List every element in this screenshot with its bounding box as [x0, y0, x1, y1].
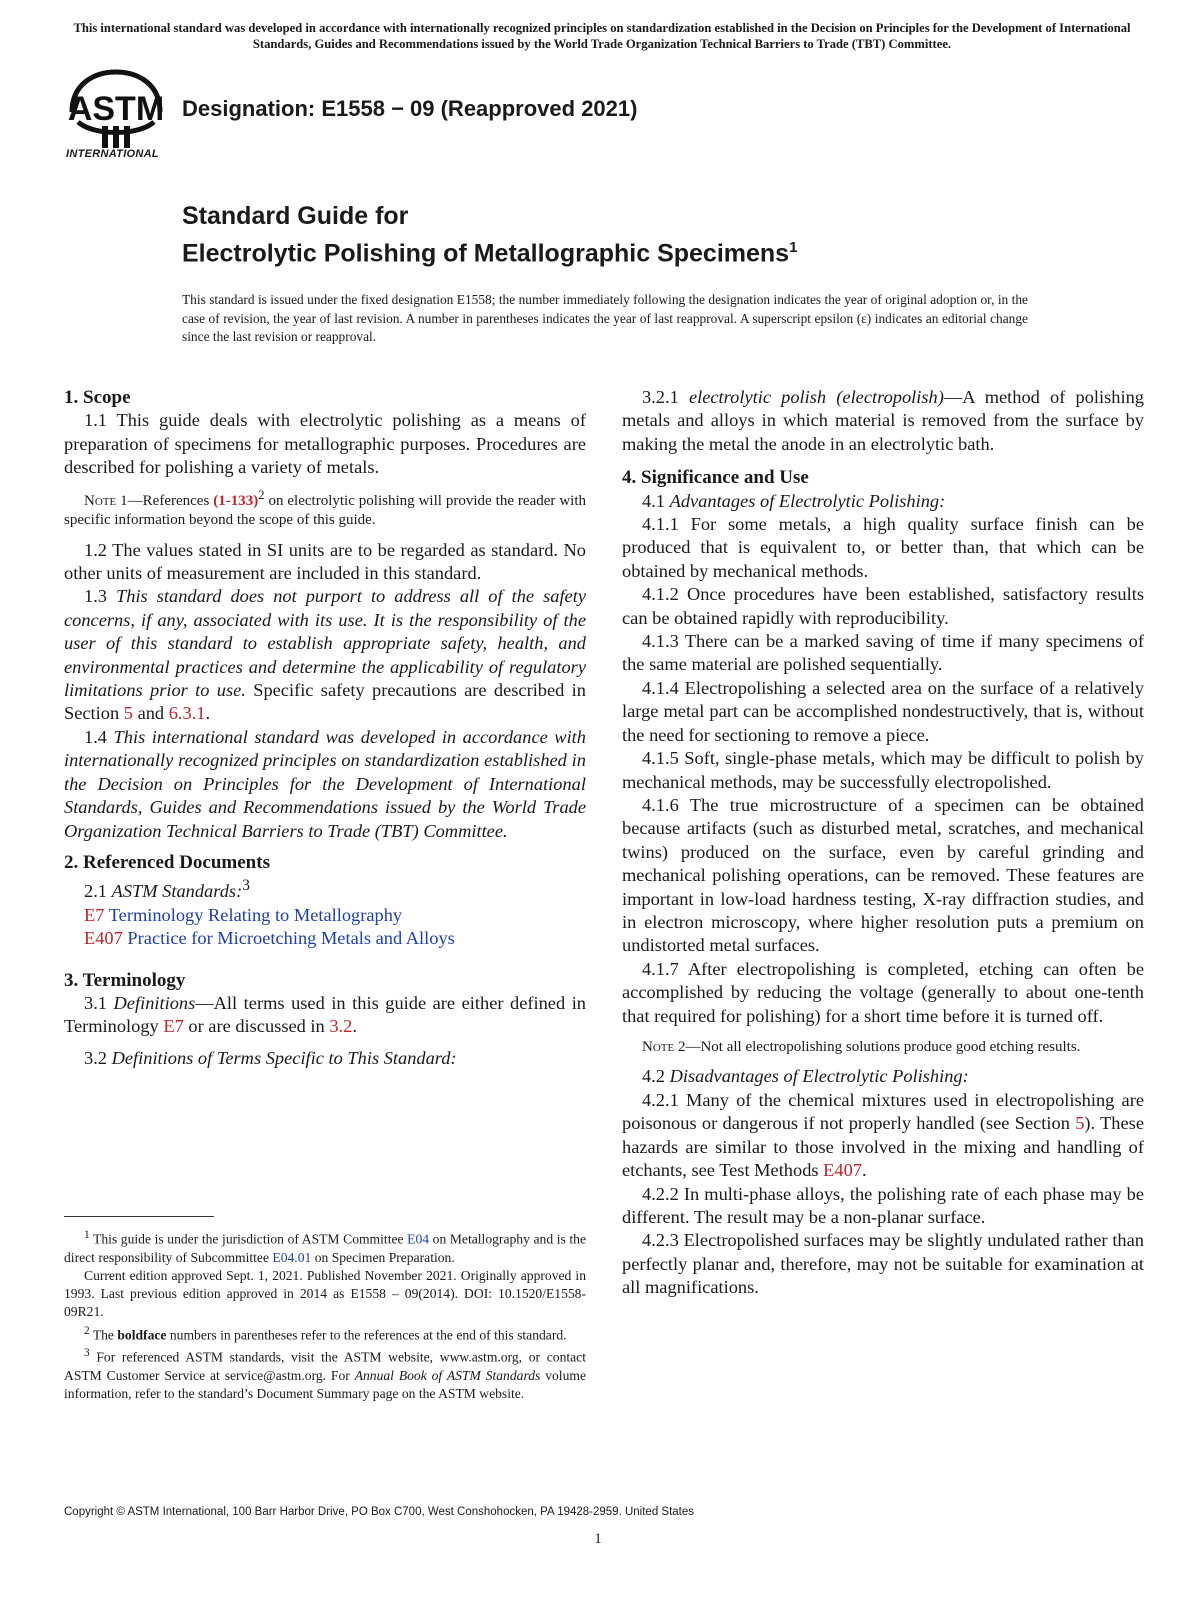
section-6-3-1-link[interactable]: 6.3.1 — [168, 703, 206, 724]
right-column — [622, 386, 1144, 1300]
para-4-1-5: 4.1.5 Soft, single-phase metals, which may be difficult to polish by mechanical methods, may be successfully electropolished. — [622, 748, 1144, 792]
footnote-2-mark[interactable]: 2 — [258, 487, 265, 502]
para-3-1: 3.1 Definitions—All terms used in this guide are either defined in Terminology E7 or are discussed in 3.2. — [64, 993, 586, 1037]
para-4-1-7: 4.1.7 After electropolishing is completed, etching can often be accomplished by reducing the voltage (generally to about one-tenth that required for polishing) for a short time before it is turned off. — [622, 958, 1144, 1026]
title-line1: Standard Guide for — [182, 202, 409, 230]
page-number: 1 — [594, 1531, 602, 1547]
copyright-footer: Copyright © ASTM International, 100 Barr Harbor Drive, PO Box C700, West Conshohocken, PA 19428-2959. United States — [64, 1506, 695, 1518]
designation: Designation: E1558 − 09 (Reapproved 2021) — [182, 96, 638, 121]
astm-logo-icon — [64, 66, 168, 150]
para-1-3: 1.3 This standard does not purport to address all of the safety concerns, if any, associated with its use. It is the responsibility of the user of this standard to establish appropriate safety, health, and environmental practices and determine the applicability of regulatory limitations prior to use. Specific safety precautions are described in Section 5 and 6.3.1. — [64, 586, 586, 724]
section-3-2-link[interactable]: 3.2 — [329, 1016, 353, 1037]
footnote-3-mark[interactable]: 3 — [242, 877, 250, 895]
para-4-1-2: 4.1.2 Once procedures have been established, satisfactory results can be obtained rapidly with reproducibility. — [622, 584, 1144, 628]
footnote-1-edition: Current edition approved Sept. 1, 2021. Published November 2021. Originally approved in 1993. Last previous edition approved in 2014 as E1558 – 09(2014). DOI: 10.1520/E1558-09R21. — [64, 1267, 586, 1320]
footnote-1: $^1$ This guide is under the jurisdiction of ASTM Committee E04 on Metallography and is the direct responsibility of Subcommittee E04.01 on Specimen Preparation. — [64, 1229, 586, 1265]
section-heading-scope: 1. Scope — [64, 387, 131, 408]
document-title — [182, 200, 797, 269]
logo-subtext: INTERNATIONAL — [66, 148, 159, 160]
e407-link[interactable]: E407 — [823, 1160, 862, 1181]
para-1-4: 1.4 This international standard was developed in accordance with internationally recognized principles on standardization established in the Decision on Principles for the Development of International Standards, Guides and Recommendations issued by the World Trade Organization Technical Barriers to Trade (TBT) Committee. — [64, 726, 586, 841]
section-heading-referenced-documents: 2. Referenced Documents — [64, 851, 270, 873]
references-link[interactable]: (1-133) — [213, 492, 259, 509]
para-4-2: 4.2 Disadvantages of Electrolytic Polishing: — [642, 1066, 969, 1087]
section-heading-terminology: 3. Terminology — [64, 969, 186, 991]
footnote-3: $^3$ For referenced ASTM standards, visit the ASTM website, www.astm.org, or contact ASTM Customer Service at service@astm.org. For Annual Book of ASTM Standards volume information, refer to the standard’s Document Summary page on the ASTM website. — [64, 1347, 586, 1402]
title-footnote-mark[interactable]: 1 — [789, 239, 798, 256]
section-5-link[interactable]: 5 — [123, 703, 133, 724]
para-2-1: 2.1 ASTM Standards:$^3$ — [84, 877, 250, 902]
section-heading-significance: 4. Significance and Use — [622, 467, 809, 489]
para-3-2-1: 3.2.1 electrolytic polish (electropolish)—A method of polishing metals and alloys in which material is removed from the surface by making the metal the anode in an electrolytic bath. — [622, 387, 1144, 454]
para-4-2-3: 4.2.3 Electropolished surfaces may be slightly undulated rather than perfectly planar and, therefore, may not be suitable for examination at all magnifications. — [622, 1230, 1144, 1298]
footnote-2: $^2$ The boldface numbers in parentheses refer to the references at the end of this standard. — [84, 1324, 567, 1343]
para-4-2-2: 4.2.2 In multi-phase alloys, the polishing rate of each phase may be different. The result may be a non-planar surface. — [622, 1183, 1144, 1227]
e7-link[interactable]: E7 — [163, 1016, 184, 1037]
para-3-2: 3.2 Definitions of Terms Specific to This Standard: — [84, 1047, 457, 1068]
logo-text: ASTM — [67, 90, 165, 128]
reference-e407[interactable]: E407 Practice for Microetching Metals and Alloys — [84, 928, 455, 949]
section-5-link-2[interactable]: 5 — [1075, 1113, 1085, 1134]
footnotes — [64, 1226, 586, 1403]
note-1: Note 1—References $(1-133)^2$ on electrolytic polishing will provide the reader with specific information beyond the scope of this guide. — [64, 487, 587, 529]
footnote-divider — [64, 1216, 214, 1217]
para-4-1-3: 4.1.3 There can be a marked saving of time if many specimens of the same material are polished sequentially. — [622, 631, 1144, 675]
committee-e04-link[interactable]: E04 — [407, 1231, 430, 1247]
tbt-notice: This international standard was developed in accordance with internationally recognized principles on standardization established in the Decision on Principles for the Development of International Standards, Guides and Recommendations issued by the World Trade Organization Technical Barriers to Trade (TBT) Committee. — [73, 21, 1131, 51]
title-line2: Electrolytic Polishing of Metallographic Specimens — [182, 239, 790, 268]
left-column — [64, 386, 586, 1070]
para-4-1-4: 4.1.4 Electropolishing a selected area on the surface of a relatively large metal part can be accomplished nondestructively, that is, without the need for sectioning to remove a piece. — [622, 677, 1144, 745]
note-2: Note 2—Not all electropolishing solutions produce good etching results. — [642, 1038, 1081, 1055]
para-4-1-1: 4.1.1 For some metals, a high quality surface finish can be produced that is equivalent to, or better than, that which can be obtained by mechanical methods. — [622, 514, 1144, 581]
reference-e7[interactable]: E7 Terminology Relating to Metallography — [84, 904, 403, 925]
para-4-1-6: 4.1.6 The true microstructure of a specimen can be obtained because artifacts (such as disturbed metal, scratches, and mechanical twins) produced on the surface, even by careful grinding and mechanical polishing operations, can be removed. These features are important in low-load hardness testing, X-ray diffraction studies, and in electron microscopy, where higher resolution puts a premium on undistorted metal surfaces. — [622, 794, 1144, 956]
astm-logo — [64, 66, 168, 166]
para-1-2: 1.2 The values stated in SI units are to be regarded as standard. No other units of measurement are included in this standard. — [64, 539, 586, 584]
issue-note: This standard is issued under the fixed designation E1558; the number immediately following the designation indicates the year of original adoption or, in the case of revision, the year of last revision. A number in parentheses indicates the year of last reapproval. A superscript epsilon (ε) indicates an editorial change since the last revision or reapproval. — [182, 292, 1028, 344]
subcommittee-e04-01-link[interactable]: E04.01 — [272, 1249, 312, 1265]
para-4-2-1: 4.2.1 Many of the chemical mixtures used in electropolishing are poisonous or dangerous if not properly handled (see Section 5). These hazards are similar to those involved in the mixing and handling of etchants, see Test Methods E407. — [622, 1089, 1144, 1181]
para-1-1: 1.1 This guide deals with electrolytic polishing as a means of preparation of specimens for metallographic purposes. Procedures are described for polishing a variety of metals. — [64, 410, 586, 478]
para-4-1: 4.1 Advantages of Electrolytic Polishing: — [642, 490, 946, 511]
